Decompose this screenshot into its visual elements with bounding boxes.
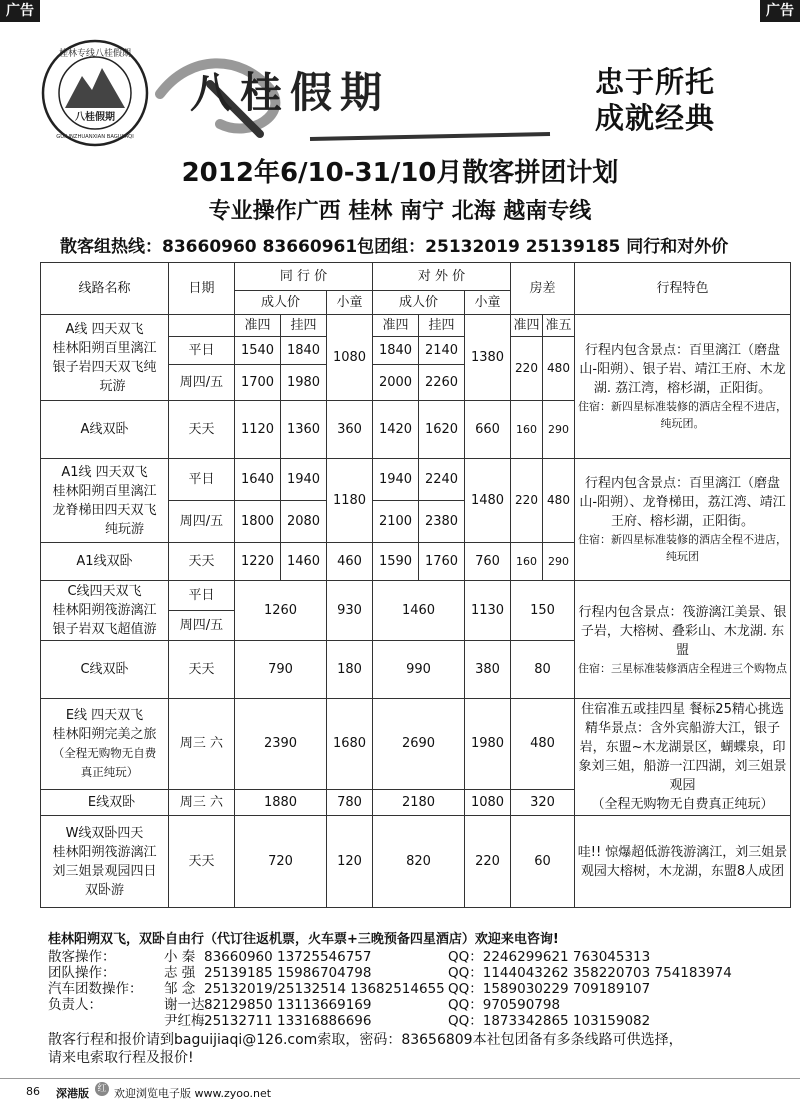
header-date: 日期: [169, 263, 235, 315]
free-travel-note: 桂林阳朔双飞，双卧自由行（代订往返机票，火车票+三晚预备四星酒店）欢迎来电咨询!: [48, 932, 559, 947]
seal-center-text: 八桂假期: [75, 112, 115, 123]
seal-bottom-text: GUILINZHUANXIAN BAGUJIAQI: [56, 134, 134, 140]
page-title: 2012年6/10-31/10月散客拼团计划: [181, 158, 619, 188]
company-seal-logo: [40, 38, 150, 148]
ad-label-left: 广告: [0, 0, 40, 22]
slogan-line-1: 忠于所托: [595, 65, 716, 99]
route-ad: A线双卧: [41, 401, 169, 459]
header-adult: 成人价: [373, 291, 465, 315]
price-cell: 1080: [327, 315, 373, 401]
header-features: 行程特色: [575, 263, 791, 315]
footer-message: 欢迎浏览电子版 www.zyoo.net: [114, 1087, 272, 1100]
header-room-diff: 房差: [511, 263, 575, 315]
slogan: [595, 64, 715, 136]
edition-label: 深港版: [56, 1087, 89, 1100]
brand-name: 八桂假期: [190, 68, 391, 117]
features-w: 哇!! 惊爆超低游筏游漓江，刘三姐景观园大榕树，木龙湖，东盟8人成团: [575, 816, 791, 908]
hotline: 散客组热线：83660960 83660961包团组：25132019 25139185 同行和对外价: [60, 237, 729, 257]
route-cd: C线双卧: [41, 641, 169, 699]
price-table: 线路名称 日期 同 行 价 对 外 价 房差 行程特色 成人价 小童 成人价 小童 A线 四天双飞 桂林阳朔百里漓江 银子岩四天双飞纯 玩游 准四 挂四 1080 准四 挂四 1380 准四 准五 行程内包含景点：百里漓江（磨盘山-阳朔）、银子岩、靖江王府、木龙湖. 荔江湾，榕杉湖，正阳街。 住宿：新四星标准装修的酒店全程不进店，纯玩团。 平日 1540 1840 1840 2140 220 480 周四/五 1700 1980 2000 2260 A线双卧 天天 1120 1360 360 1420 1620 660 160 290 A1线 四天双飞 桂林阳朔百里漓江 龙脊梯田四天双飞 纯玩游 平日 1640 1940 1180 1940 2240 1480 220 480 行程内包含景点：百里漓江（磨盘山-阳朔）、龙脊梯田，荔江湾、靖江王府、榕杉湖，正阳街。 住宿：新四星标准装修的酒店全程不进店，纯玩团 周四/五 1800 2080 2100 2380 A1线双卧 天天 1220 1460 460 1590 1760 760 160 290 C线四天双飞 桂林阳朔筏游漓江 银子岩双飞超值游 平日 1260 930 1460 1130 150 行程内包含景点：筏游漓江美景、银子岩，大榕树、叠彩山、木龙湖. 东盟 住宿：三星标准装修酒店全程进三个购物点 周四/五 C线双卧 天天 790 180 990 380 80 E线 四天双飞 桂林阳朔完美之旅 （全程无购物无自费 真正纯玩） 周三 六 2390 1680 2690 1980 480 住宿准五或挂四星 餐标25精心挑选精华景点：含外宾船游大江，银子岩，东盟~木龙湖景区，蝴蝶泉，印象刘三姐，船游一江四湖，刘三姐景观园 （全程无购物无自费真正纯玩） E线双卧 周三 六 1880 780 2180 1080 320 W线双卧四天 桂林阳朔筏游漓江 刘三姐景观园四日 双卧游 天天 720 120 820 220 60 哇!! 惊爆超低游筏游漓江，刘三姐景观园大榕树，木龙湖，东盟8人成团: [40, 262, 791, 908]
page-number: 86: [26, 1085, 40, 1098]
price-cell: 1380: [465, 315, 511, 401]
page-footer: [0, 1078, 800, 1100]
route-c: C线四天双飞 桂林阳朔筏游漓江 银子岩双飞超值游: [41, 581, 169, 641]
publication-icon: 红: [95, 1082, 109, 1096]
route-a: A线 四天双飞 桂林阳朔百里漓江 银子岩四天双飞纯 玩游: [41, 315, 169, 401]
slogan-line-2: 成就经典: [595, 101, 716, 135]
features-e: 住宿准五或挂四星 餐标25精心挑选精华景点：含外宾船游大江，银子岩，东盟~木龙湖景区，蝴蝶泉，印象刘三姐，船游一江四湖，刘三姐景观园 （全程无购物无自费真正纯玩）: [575, 699, 791, 816]
route-w: W线双卧四天 桂林阳朔筏游漓江 刘三姐景观园四日 双卧游: [41, 816, 169, 908]
features-a1: 行程内包含景点：百里漓江（磨盘山-阳朔）、龙脊梯田，荔江湾、靖江王府、榕杉湖，正阳街。 住宿：新四星标准装修的酒店全程不进店，纯玩团: [575, 459, 791, 581]
header: [0, 30, 800, 148]
route-a1: A1线 四天双飞 桂林阳朔百里漓江 龙脊梯田四天双飞 纯玩游: [41, 459, 169, 543]
route-ed: E线双卧: [41, 789, 169, 815]
features-c: 行程内包含景点：筏游漓江美景、银子岩，大榕树、叠彩山、木龙湖. 东盟 住宿：三星标准装修酒店全程进三个购物点: [575, 581, 791, 699]
header-public-price: 对 外 价: [373, 263, 511, 291]
seal-top-text: 桂林专线八桂假期: [58, 49, 132, 59]
features-a: 行程内包含景点：百里漓江（磨盘山-阳朔）、银子岩、靖江王府、木龙湖. 荔江湾，榕杉湖，正阳街。 住宿：新四星标准装修的酒店全程不进店，纯玩团。: [575, 315, 791, 459]
booking-note: 散客行程和报价请到baguijiaqi@126.com索取，密码：83656809本社包团备有多条线路可供选择， 请来电索取行程及报价!: [48, 1032, 683, 1066]
header-peer-price: 同 行 价: [235, 263, 373, 291]
header-adult: 成人价: [235, 291, 327, 315]
page-subtitle: 专业操作广西 桂林 南宁 北海 越南专线: [208, 199, 592, 224]
ad-label-right: 广告: [760, 0, 800, 22]
header-route: 线路名称: [41, 263, 169, 315]
header-child: 小童: [327, 291, 373, 315]
route-a1d: A1线双卧: [41, 543, 169, 581]
header-child: 小童: [465, 291, 511, 315]
route-e: E线 四天双飞 桂林阳朔完美之旅 （全程无购物无自费 真正纯玩）: [41, 699, 169, 790]
